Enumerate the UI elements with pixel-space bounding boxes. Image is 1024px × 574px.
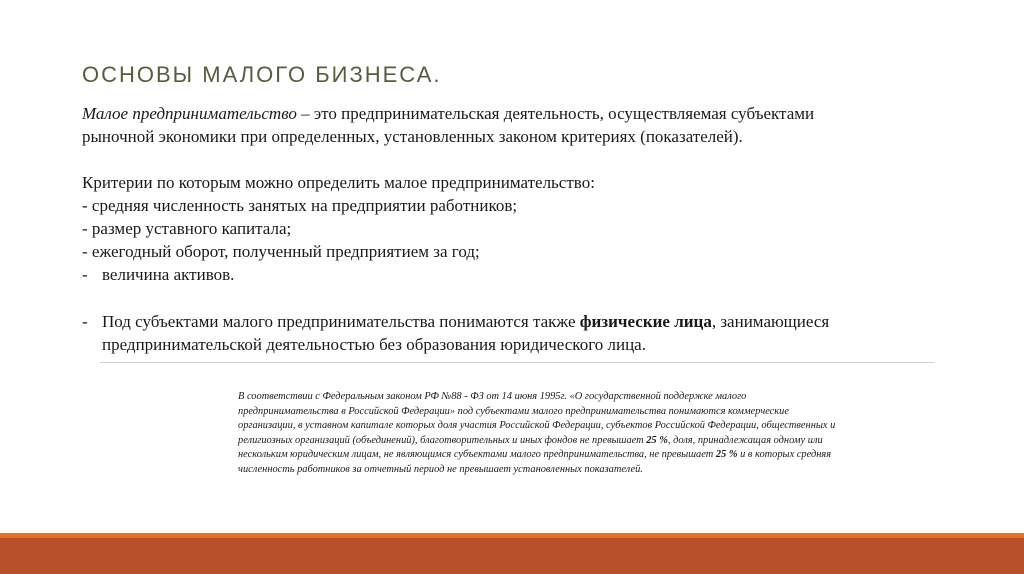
definition-term: Малое предпринимательство — [82, 104, 297, 123]
subjects-line-2: предпринимательской деятельностью без образования юридического лица. — [102, 335, 646, 354]
criteria-item: - ежегодный оборот, полученный предприятием за год; — [82, 242, 480, 261]
criteria-item-text: величина активов. — [102, 265, 235, 284]
note-percent: 25 % — [715, 449, 738, 461]
criteria-item: - размер уставного капитала; — [82, 219, 292, 238]
list-dash: - — [82, 265, 88, 284]
subjects-text-end: , занимающиеся — [711, 312, 830, 331]
definition-line-1 — [82, 102, 952, 125]
slide-title: ОСНОВЫ МАЛОГО БИЗНЕСА. — [82, 62, 442, 87]
divider — [100, 362, 934, 363]
footer-bar — [0, 538, 1024, 574]
criteria-item: - средняя численность занятых на предприятии работников; — [82, 196, 518, 215]
subjects-text: Под субъектами малого предпринимательства понимаются также — [102, 312, 580, 331]
criteria-item-last — [82, 263, 952, 286]
subjects-bold-term: физические лица — [579, 312, 712, 331]
definition-text: – это предпринимательская деятельность, осуществляемая субъектами — [296, 104, 815, 123]
subjects-line-1 — [82, 310, 952, 333]
note-percent: 25 % — [646, 434, 668, 446]
slide-body — [82, 102, 952, 356]
criteria-heading: Критерии по которым можно определить малое предпринимательство: — [82, 173, 595, 192]
footnote: В соответствии с Федеральным законом РФ №88 - ФЗ от 14 июня 1995г. «О государственной поддержке малого предпринимательства в Российской Федерации» под субъектами малого предпринимательства понимаются коммерческие организации, в уставном капитале которых доля участия Российской Федерации, субъектов Российской Федерации, общественных и религиозных организаций (объединений), благотворительных и иных фондов не превышает 25 %, доля, принадлежащая одному или нескольким юридическим лицам, не являющимся субъектами малого предпринимательства, не превышает 25 % и в которых средняя численность работников за отчетный период не превышает установленных показателей. — [238, 391, 836, 475]
definition-line-2: рыночной экономики при определенных, установленных законом критериях (показателей). — [82, 127, 743, 146]
list-dash: - — [82, 312, 88, 331]
